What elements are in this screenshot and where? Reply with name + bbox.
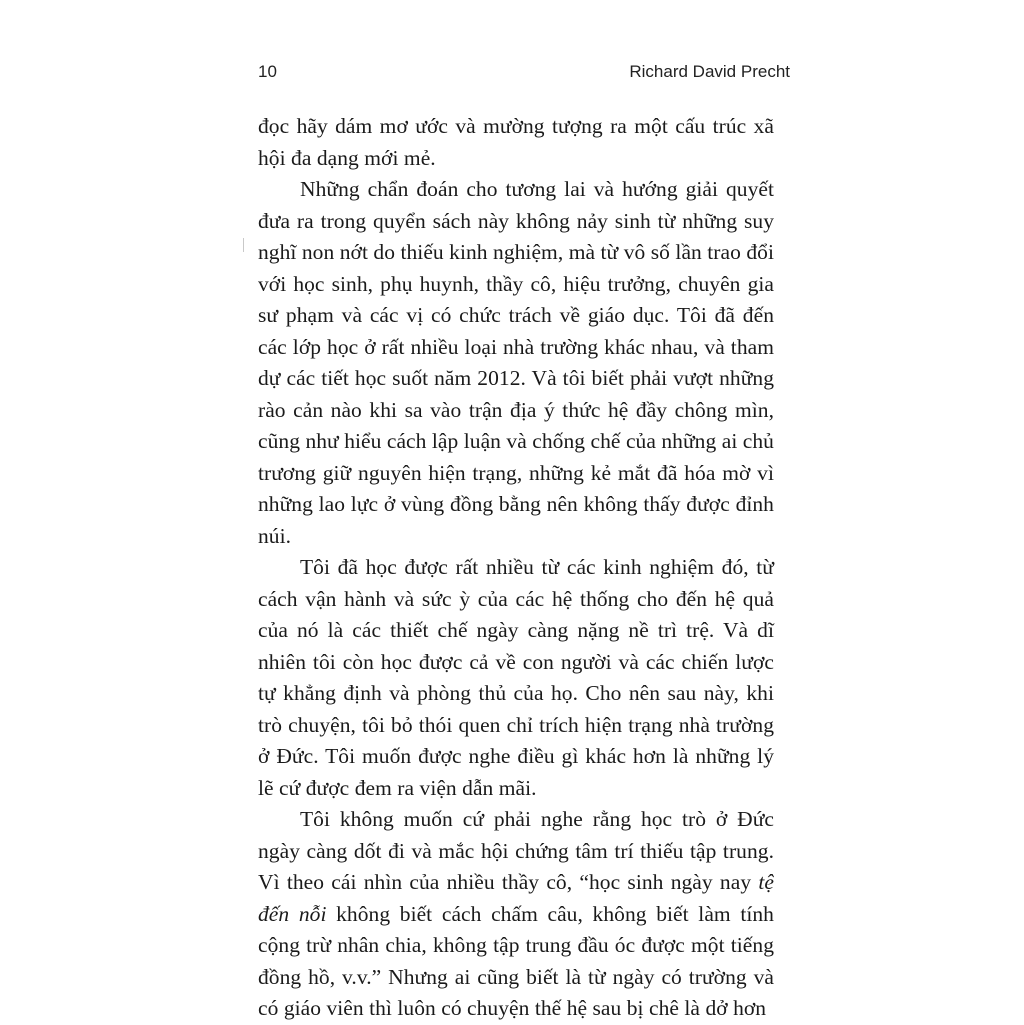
paragraph-1 [258, 111, 774, 174]
text-segment: Những chẩn đoán cho tương lai và hướng giải quyết đưa ra trong quyển sách này không nảy sinh từ những suy nghĩ non nớt do thiếu kinh nghiệm, mà từ vô số lần trao đổi với học sinh, phụ huynh, thầy cô, hiệu trưởng, chuyên gia sư phạm và các vị có chức trách về giáo dục. Tôi đã đến các lớp học ở rất nhiều loại nhà trường khác nhau, và tham dự các tiết học suốt năm 2012. Và tôi biết phải vượt những rào cản nào khi sa vào trận địa ý thức hệ đầy chông mìn, cũng như hiểu cách lập luận và chống chế của những ai chủ trương giữ nguyên hiện trạng, những kẻ mắt đã hóa mờ vì những lao lực ở vùng đồng bằng nên không thấy được đỉnh núi. [258, 177, 774, 548]
italic-phrase: tệ đến nỗi [258, 870, 774, 926]
paragraph-3 [258, 552, 774, 804]
scan-artifact-line [243, 238, 244, 252]
paragraph-2 [258, 174, 774, 552]
text-segment: Tôi không muốn cứ phải nghe rằng học trò ở Đức ngày càng dốt đi và mắc hội chứng tâm trí thiếu tập trung. Vì theo cái nhìn của nhiều thầy cô, “học sinh ngày nay [258, 807, 774, 894]
body-text [258, 111, 774, 1025]
paragraph-4 [258, 804, 774, 1025]
text-segment: đọc hãy dám mơ ước và mường tượng ra một cấu trúc xã hội đa dạng mới mẻ. [258, 114, 774, 170]
page-header [258, 62, 790, 90]
text-segment: Tôi đã học được rất nhiều từ các kinh nghiệm đó, từ cách vận hành và sức ỳ của các hệ thống cho đến hệ quả của nó là các thiết chế ngày càng nặng nề trì trệ. Và dĩ nhiên tôi còn học được cả về con người và các chiến lược tự khẳng định và phòng thủ của họ. Cho nên sau này, khi trò chuyện, tôi bỏ thói quen chỉ trích hiện trạng nhà trường ở Đức. Tôi muốn được nghe điều gì khác hơn là những lý lẽ cứ được đem ra viện dẫn mãi. [258, 555, 774, 800]
page-number: 10 [258, 62, 277, 81]
text-segment: không biết cách chấm câu, không biết làm tính cộng trừ nhân chia, không tập trung đầu óc được một tiếng đồng hồ, v.v.” Nhưng ai cũng biết là từ ngày có trường và có giáo viên thì luôn có chuyện thế hệ sau bị chê là dở hơn [258, 901, 774, 1020]
running-header-author: Richard David Precht [629, 62, 790, 81]
